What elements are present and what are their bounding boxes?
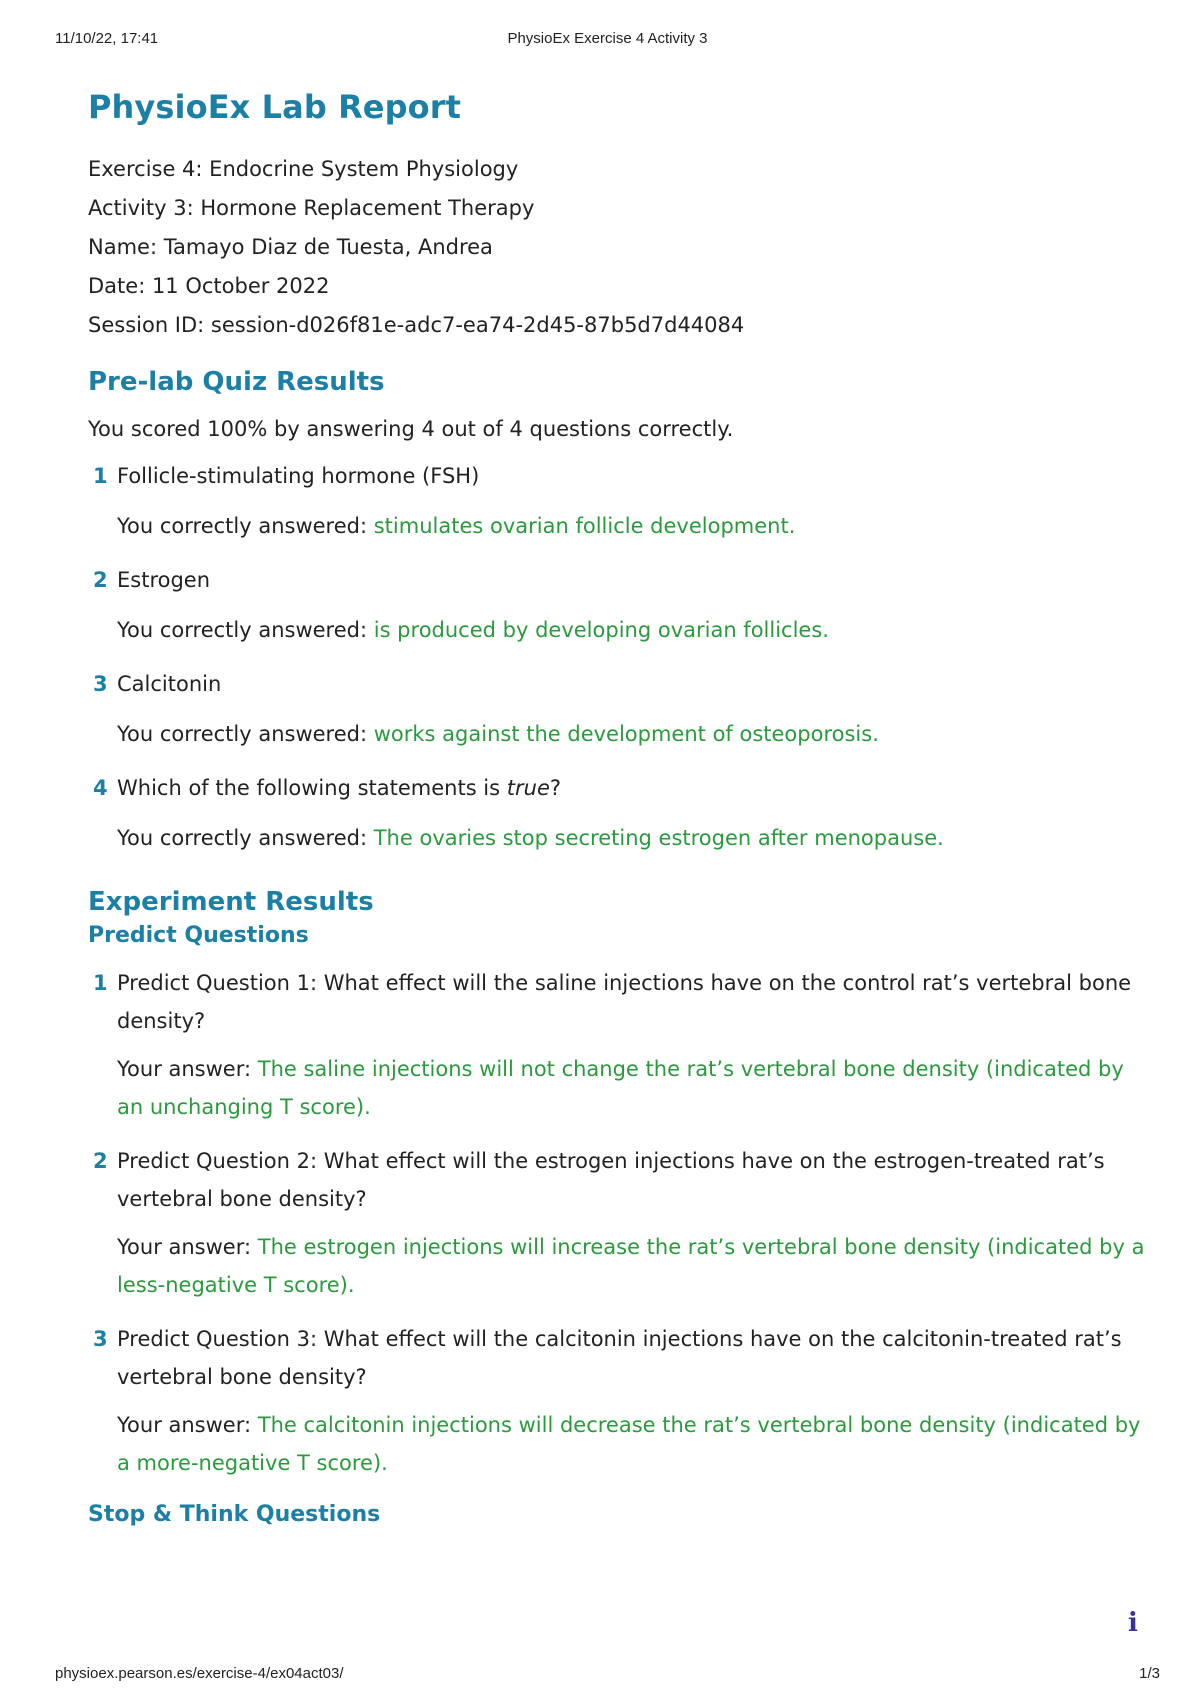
answer-prefix: Your answer:	[117, 1413, 258, 1437]
meta-date: Date: 11 October 2022	[88, 274, 330, 298]
question-text: Predict Question 3: What effect will the calcitonin injections have on the calcitonin-treated rat’s vertebral bone density?	[117, 1327, 1122, 1389]
question-number: 2	[93, 1149, 108, 1173]
predict-answer	[88, 1406, 1148, 1482]
answer-text: The saline injections will not change the rat’s vertebral bone density (indicated by an unchanging T score).	[117, 1057, 1124, 1119]
question-number: 4	[93, 776, 108, 800]
prelab-heading: Pre-lab Quiz Results	[88, 367, 385, 397]
experiment-heading: Experiment Results	[88, 887, 374, 917]
answer-prefix: You correctly answered:	[117, 826, 374, 850]
question-number: 2	[93, 568, 108, 592]
answer-prefix: Your answer:	[117, 1235, 258, 1259]
info-icon[interactable]: i	[1128, 1608, 1138, 1638]
prelab-quiz	[88, 457, 1148, 857]
answer-prefix: Your answer:	[117, 1057, 258, 1081]
print-doc-title: PhysioEx Exercise 4 Activity 3	[507, 30, 708, 47]
answer-prefix: You correctly answered:	[117, 722, 374, 746]
quiz-answer	[88, 507, 1148, 545]
question-text-italic: true	[506, 776, 550, 800]
quiz-answer	[88, 819, 1148, 857]
stop-think-heading: Stop & Think Questions	[88, 1502, 381, 1527]
quiz-answer	[88, 611, 1148, 649]
meta-name: Name: Tamayo Diaz de Tuesta, Andrea	[88, 235, 493, 259]
predict-answer	[88, 1050, 1148, 1126]
question-text-before: Which of the following statements is	[117, 776, 507, 800]
question-number: 1	[93, 464, 108, 488]
predict-question	[88, 1320, 1148, 1396]
predict-answer	[88, 1228, 1148, 1304]
answer-text: stimulates ovarian follicle development.	[373, 514, 796, 538]
report-title: PhysioEx Lab Report	[88, 88, 461, 126]
meta-activity: Activity 3: Hormone Replacement Therapy	[88, 196, 535, 220]
print-datetime: 11/10/22, 17:41	[55, 30, 159, 47]
predict-heading: Predict Questions	[88, 923, 309, 948]
meta-session-id: Session ID: session-d026f81e-adc7-ea74-2d45-87b5d7d44084	[88, 313, 745, 337]
question-text: Follicle-stimulating hormone (FSH)	[117, 464, 480, 488]
answer-prefix: You correctly answered:	[117, 618, 374, 642]
quiz-question	[88, 665, 1148, 703]
prelab-score: You scored 100% by answering 4 out of 4 questions correctly.	[88, 417, 734, 441]
print-footer	[55, 1665, 1160, 1687]
answer-text: The calcitonin injections will decrease the rat’s vertebral bone density (indicated by a more-negative T score).	[117, 1413, 1141, 1475]
predict-question	[88, 964, 1148, 1040]
print-header	[55, 30, 1160, 52]
question-text: Calcitonin	[117, 672, 222, 696]
report-meta	[88, 150, 1148, 345]
question-text: Predict Question 1: What effect will the saline injections have on the control rat’s vertebral bone density?	[117, 971, 1132, 1033]
predict-question	[88, 1142, 1148, 1218]
predict-questions	[88, 964, 1148, 1482]
quiz-question	[88, 561, 1148, 599]
quiz-question	[88, 769, 1148, 807]
answer-text: The estrogen injections will increase the rat’s vertebral bone density (indicated by a less-negative T score).	[117, 1235, 1145, 1297]
print-page-number: 1/3	[1139, 1665, 1160, 1682]
answer-text: is produced by developing ovarian follicles.	[373, 618, 829, 642]
quiz-answer	[88, 715, 1148, 753]
question-text: Predict Question 2: What effect will the estrogen injections have on the estrogen-treated rat’s vertebral bone density?	[117, 1149, 1105, 1211]
meta-exercise: Exercise 4: Endocrine System Physiology	[88, 157, 519, 181]
answer-prefix: You correctly answered:	[117, 514, 374, 538]
print-url: physioex.pearson.es/exercise-4/ex04act03/	[55, 1665, 344, 1682]
question-number: 1	[93, 971, 108, 995]
question-text-after: ?	[549, 776, 562, 800]
question-number: 3	[93, 1327, 108, 1351]
question-number: 3	[93, 672, 108, 696]
answer-text: The ovaries stop secreting estrogen after menopause.	[373, 826, 944, 850]
answer-text: works against the development of osteoporosis.	[373, 722, 879, 746]
lab-report	[88, 88, 1148, 1527]
quiz-question	[88, 457, 1148, 495]
question-text: Estrogen	[117, 568, 211, 592]
